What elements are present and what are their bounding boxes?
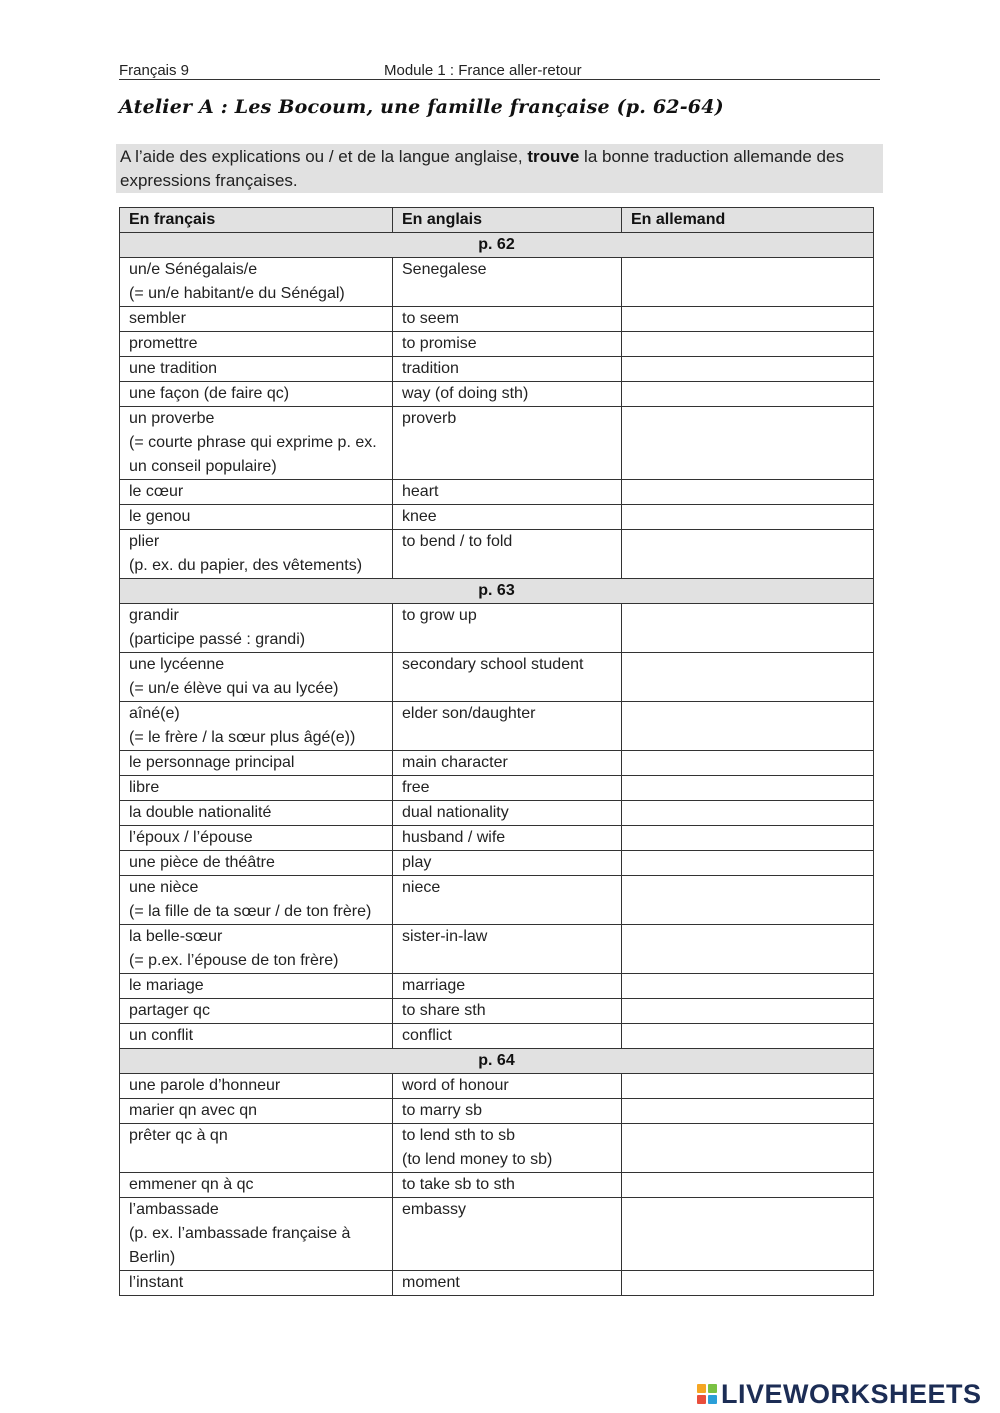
french-cell: sembler xyxy=(120,307,393,332)
section-row xyxy=(120,1049,874,1074)
table-row xyxy=(120,1099,874,1124)
course-label: Français 9 xyxy=(119,62,190,79)
french-cell: le mariage xyxy=(120,974,393,999)
german-answer-cell[interactable] xyxy=(622,925,874,974)
table-row xyxy=(120,480,874,505)
liveworksheets-logo xyxy=(697,1378,982,1410)
french-cell: plier (p. ex. du papier, des vêtements) xyxy=(120,530,393,579)
instructions-keyword: trouve xyxy=(527,147,580,166)
french-cell: l’époux / l’épouse xyxy=(120,826,393,851)
french-cell: le personnage principal xyxy=(120,751,393,776)
french-cell: promettre xyxy=(120,332,393,357)
english-cell: embassy xyxy=(393,1198,622,1271)
french-cell: emmener qn à qc xyxy=(120,1173,393,1198)
french-cell: une nièce (= la fille de ta sœur / de ton frère) xyxy=(120,876,393,925)
german-answer-cell[interactable] xyxy=(622,530,874,579)
english-cell: knee xyxy=(393,505,622,530)
vocabulary-table xyxy=(119,207,874,1296)
french-cell: une tradition xyxy=(120,357,393,382)
german-answer-cell[interactable] xyxy=(622,801,874,826)
german-answer-cell[interactable] xyxy=(622,382,874,407)
table-row xyxy=(120,1024,874,1049)
table-row xyxy=(120,776,874,801)
french-cell: une lycéenne (= un/e élève qui va au lycée) xyxy=(120,653,393,702)
english-cell: proverb xyxy=(393,407,622,480)
english-cell: way (of doing sth) xyxy=(393,382,622,407)
english-cell: husband / wife xyxy=(393,826,622,851)
header-french: En français xyxy=(120,208,393,233)
english-cell: to share sth xyxy=(393,999,622,1024)
french-cell: prêter qc à qn xyxy=(120,1124,393,1173)
table-row xyxy=(120,851,874,876)
english-cell: to marry sb xyxy=(393,1099,622,1124)
table-row xyxy=(120,702,874,751)
german-answer-cell[interactable] xyxy=(622,826,874,851)
english-cell: play xyxy=(393,851,622,876)
logo-wordmark: LIVEWORKSHEETS xyxy=(721,1378,982,1409)
german-answer-cell[interactable] xyxy=(622,604,874,653)
module-label: Module 1 : France aller-retour xyxy=(384,62,582,79)
french-cell: un conflit xyxy=(120,1024,393,1049)
german-answer-cell[interactable] xyxy=(622,876,874,925)
table-row xyxy=(120,826,874,851)
german-answer-cell[interactable] xyxy=(622,1124,874,1173)
instructions-text-start: A l’aide des explications ou / et de la langue anglaise, xyxy=(120,147,528,166)
english-cell: Senegalese xyxy=(393,258,622,307)
table-row xyxy=(120,974,874,999)
french-cell: un proverbe (= courte phrase qui exprime p. ex. un conseil populaire) xyxy=(120,407,393,480)
instructions-text-end: la bonne traduction allemande des expressions françaises. xyxy=(120,147,844,190)
french-cell: aîné(e) (= le frère / la sœur plus âgé(e)) xyxy=(120,702,393,751)
table-row xyxy=(120,382,874,407)
english-cell: to promise xyxy=(393,332,622,357)
table-row xyxy=(120,653,874,702)
english-cell: sister-in-law xyxy=(393,925,622,974)
page-header xyxy=(119,62,880,80)
table-row xyxy=(120,1198,874,1271)
german-answer-cell[interactable] xyxy=(622,258,874,307)
french-cell: une parole d’honneur xyxy=(120,1074,393,1099)
table-row xyxy=(120,357,874,382)
section-row xyxy=(120,579,874,604)
english-cell: niece xyxy=(393,876,622,925)
table-row xyxy=(120,1173,874,1198)
english-cell: elder son/daughter xyxy=(393,702,622,751)
english-cell: free xyxy=(393,776,622,801)
french-cell: la belle-sœur (= p.ex. l’épouse de ton frère) xyxy=(120,925,393,974)
english-cell: main character xyxy=(393,751,622,776)
english-cell: conflict xyxy=(393,1024,622,1049)
french-cell: un/e Sénégalais/e (= un/e habitant/e du Sénégal) xyxy=(120,258,393,307)
table-row xyxy=(120,307,874,332)
french-cell: grandir (participe passé : grandi) xyxy=(120,604,393,653)
french-cell: l’ambassade (p. ex. l’ambassade française à Berlin) xyxy=(120,1198,393,1271)
german-answer-cell[interactable] xyxy=(622,1271,874,1296)
german-answer-cell[interactable] xyxy=(622,357,874,382)
french-cell: le genou xyxy=(120,505,393,530)
header-german: En allemand xyxy=(622,208,874,233)
english-cell: to take sb to sth xyxy=(393,1173,622,1198)
english-cell: to grow up xyxy=(393,604,622,653)
german-answer-cell[interactable] xyxy=(622,307,874,332)
english-cell: to bend / to fold xyxy=(393,530,622,579)
french-cell: la double nationalité xyxy=(120,801,393,826)
table-row xyxy=(120,801,874,826)
table-header-row xyxy=(120,208,874,233)
table-row xyxy=(120,1271,874,1296)
german-answer-cell[interactable] xyxy=(622,1099,874,1124)
logo-square xyxy=(697,1384,706,1393)
english-cell: secondary school student xyxy=(393,653,622,702)
german-answer-cell[interactable] xyxy=(622,1074,874,1099)
french-cell: une pièce de théâtre xyxy=(120,851,393,876)
section-label: p. 63 xyxy=(120,579,874,604)
german-answer-cell[interactable] xyxy=(622,751,874,776)
german-answer-cell[interactable] xyxy=(622,999,874,1024)
table-row xyxy=(120,1074,874,1099)
table-row xyxy=(120,999,874,1024)
table-row xyxy=(120,530,874,579)
german-answer-cell[interactable] xyxy=(622,1198,874,1271)
section-label: p. 62 xyxy=(120,233,874,258)
english-cell: word of honour xyxy=(393,1074,622,1099)
table-row xyxy=(120,604,874,653)
french-cell: partager qc xyxy=(120,999,393,1024)
german-answer-cell[interactable] xyxy=(622,776,874,801)
french-cell: le cœur xyxy=(120,480,393,505)
english-cell: moment xyxy=(393,1271,622,1296)
german-answer-cell[interactable] xyxy=(622,505,874,530)
german-answer-cell[interactable] xyxy=(622,1024,874,1049)
german-answer-cell[interactable] xyxy=(622,702,874,751)
header-english: En anglais xyxy=(393,208,622,233)
french-cell: libre xyxy=(120,776,393,801)
german-answer-cell[interactable] xyxy=(622,851,874,876)
table-row xyxy=(120,876,874,925)
section-row xyxy=(120,233,874,258)
english-cell: to seem xyxy=(393,307,622,332)
german-answer-cell[interactable] xyxy=(622,332,874,357)
table-row xyxy=(120,332,874,357)
english-cell: dual nationality xyxy=(393,801,622,826)
french-cell: l’instant xyxy=(120,1271,393,1296)
section-label: p. 64 xyxy=(120,1049,874,1074)
table-row xyxy=(120,505,874,530)
german-answer-cell[interactable] xyxy=(622,653,874,702)
english-cell: heart xyxy=(393,480,622,505)
english-cell: to lend sth to sb (to lend money to sb) xyxy=(393,1124,622,1173)
german-answer-cell[interactable] xyxy=(622,974,874,999)
english-cell: tradition xyxy=(393,357,622,382)
french-cell: marier qn avec qn xyxy=(120,1099,393,1124)
logo-square xyxy=(708,1384,717,1393)
german-answer-cell[interactable] xyxy=(622,480,874,505)
worksheet-title: Atelier A : Les Bocoum, une famille française (p. 62-64) xyxy=(119,96,724,118)
table-row xyxy=(120,407,874,480)
table-row xyxy=(120,751,874,776)
table-row xyxy=(120,1124,874,1173)
german-answer-cell[interactable] xyxy=(622,407,874,480)
instructions-box xyxy=(116,144,883,193)
logo-square xyxy=(697,1395,706,1404)
english-cell: marriage xyxy=(393,974,622,999)
table-row xyxy=(120,258,874,307)
table-row xyxy=(120,925,874,974)
french-cell: une façon (de faire qc) xyxy=(120,382,393,407)
logo-square xyxy=(708,1395,717,1404)
german-answer-cell[interactable] xyxy=(622,1173,874,1198)
logo-mark-icon xyxy=(697,1384,717,1404)
